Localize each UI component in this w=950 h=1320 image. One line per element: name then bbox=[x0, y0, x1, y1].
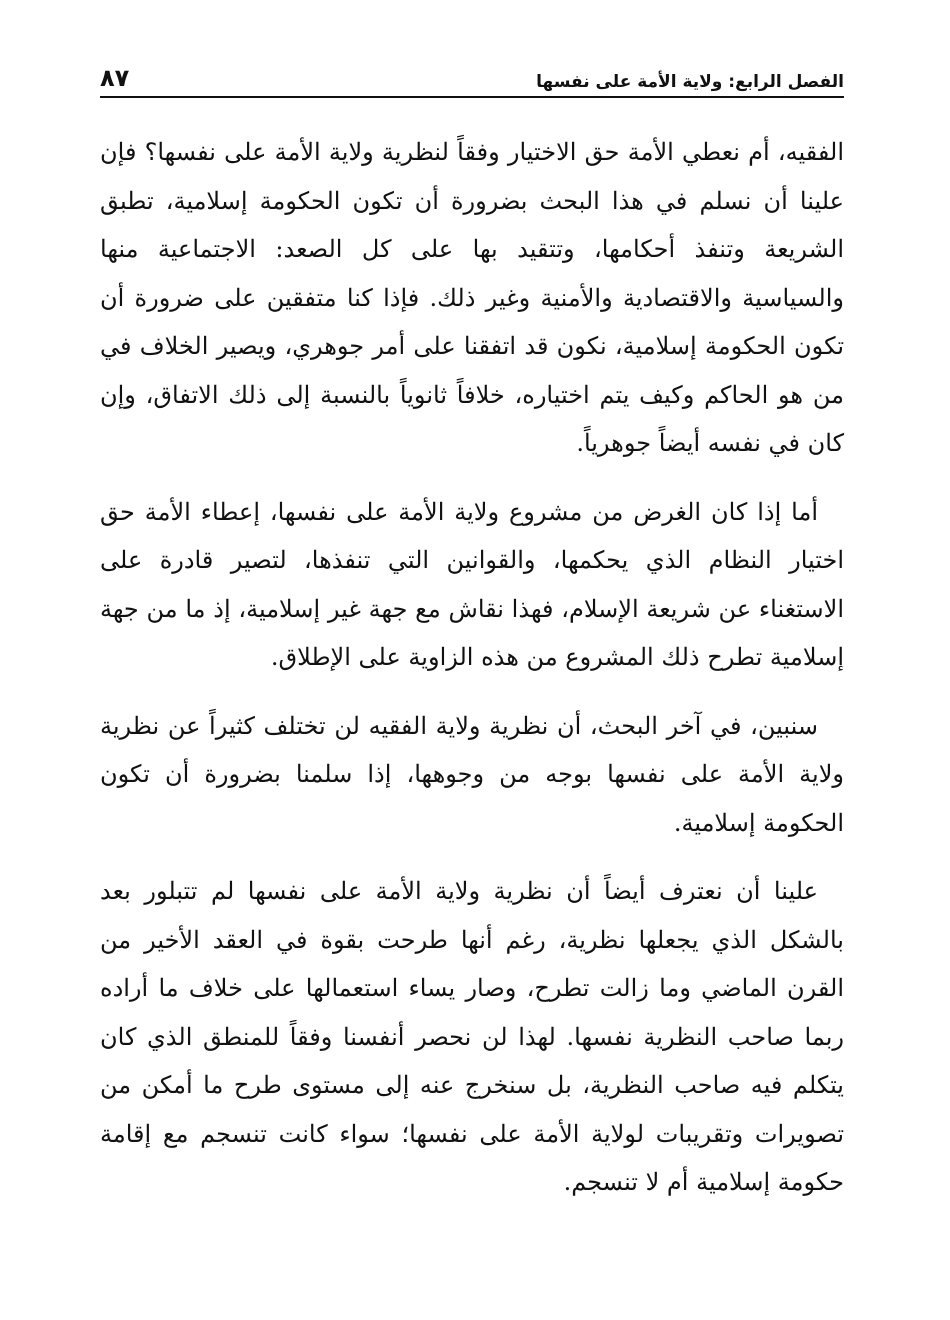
page-number: ٨٧ bbox=[100, 64, 130, 92]
chapter-title: الفصل الرابع: ولاية الأمة على نفسها bbox=[536, 72, 844, 92]
paragraph-2: أما إذا كان الغرض من مشروع ولاية الأمة على نفسها، إعطاء الأمة حق اختيار النظام الذي يحكمها، والقوانين التي تنفذها، لتصير قادرة على الاستغناء عن شريعة الإسلام، فهذا نقاش مع جهة غير إسلامية، إذ ما من جهة إسلامية تطرح ذلك المشروع من هذه الزاوية على الإطلاق. bbox=[100, 497, 844, 671]
body-text bbox=[100, 128, 844, 1227]
paragraph-3: سنبين، في آخر البحث، أن نظرية ولاية الفقيه لن تختلف كثيراً عن نظرية ولاية الأمة على نفسها بوجه من وجوهها، إذا سلمنا بضرورة أن تكون الحكومة إسلامية. bbox=[100, 711, 844, 837]
paragraph-4: علينا أن نعترف أيضاً أن نظرية ولاية الأمة على نفسها لم تتبلور بعد بالشكل الذي يجعلها نظرية، رغم أنها طرحت بقوة في العقد الأخير من القرن الماضي وما زالت تطرح، وصار يساء استعمالها على خلاف ما أراده ربما صاحب النظرية نفسها. لهذا لن نحصر أنفسنا وفقاً للمنطق الذي كان يتكلم فيه صاحب النظرية، بل سنخرج عنه إلى مستوى طرح ما أمكن من تصويرات وتقريبات لولاية الأمة على نفسها؛ سواء كانت تنسجم مع إقامة حكومة إسلامية أم لا تنسجم. bbox=[100, 877, 844, 1196]
paragraph-1: الفقيه، أم نعطي الأمة حق الاختيار وفقاً لنظرية ولاية الأمة على نفسها؟ فإن علينا أن نسلم في هذا البحث بضرورة أن تكون الحكومة إسلامية، تطبق الشريعة وتنفذ أحكامها، وتتقيد بها على كل الصعد: الاجتماعية منها والسياسية والاقتصادية والأمنية وغير ذلك. فإذا كنا متفقين على ضرورة أن تكون الحكومة إسلامية، نكون قد اتفقنا على أمر جوهري، ويصير الخلاف في من هو الحاكم وكيف يتم اختياره، خلافاً ثانوياً بالنسبة إلى ذلك الاتفاق، وإن كان في نفسه أيضاً جوهرياً. bbox=[100, 138, 844, 457]
running-header bbox=[100, 58, 844, 98]
